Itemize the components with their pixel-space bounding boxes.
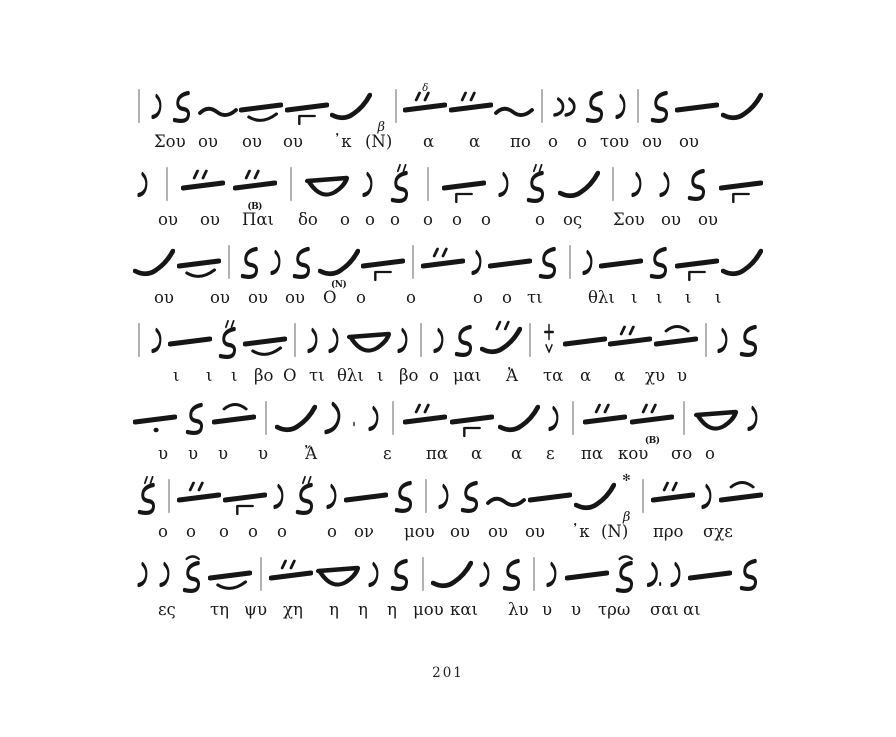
lyric-syllable: σαι xyxy=(650,600,679,619)
neume-apo xyxy=(544,398,564,442)
neume-apo xyxy=(542,554,562,598)
lyric-syllable: ᾿κ xyxy=(333,132,352,151)
lyric-syllable: του xyxy=(600,132,630,151)
lyric-syllable: υ xyxy=(188,444,199,463)
neume-apo2 xyxy=(550,86,580,130)
lyric-syllable: προ xyxy=(653,522,684,541)
lyric-syllable: α xyxy=(580,366,592,385)
neume-apo xyxy=(358,164,378,208)
neume-oligk xyxy=(654,320,698,364)
neume-apo xyxy=(147,320,167,364)
lyric-syllable: ο xyxy=(423,210,433,229)
lyric-syllable: ου xyxy=(210,288,230,307)
neume-mark-beta: β xyxy=(622,510,630,525)
lyric-syllable: υ xyxy=(258,444,269,463)
lyric-syllable: Σου xyxy=(613,210,645,229)
lyric-syllable: α xyxy=(471,444,483,463)
lyric-syllable: Ἄ xyxy=(305,444,318,463)
neume-pet xyxy=(574,476,616,520)
lyric-syllable: ο xyxy=(502,288,512,307)
neume-hookd xyxy=(522,164,550,208)
neume-olig xyxy=(528,476,572,520)
lyric-syllable: ᾿κ xyxy=(571,522,590,541)
neume-oligdB xyxy=(630,398,674,446)
neume-oligp xyxy=(239,86,283,130)
lyric-syllable: ου xyxy=(283,132,303,151)
neume-apo xyxy=(666,554,686,598)
lyric-syllable: θλι xyxy=(588,288,615,307)
lyric-syllable: υ xyxy=(218,444,229,463)
lyric-syllable: ο xyxy=(158,522,168,541)
neume-row xyxy=(133,316,763,364)
neume-cross xyxy=(537,320,561,364)
lyric-syllable: ο xyxy=(327,522,337,541)
neume-apo xyxy=(147,86,167,130)
neume-hook xyxy=(735,320,763,364)
neume-hookd xyxy=(214,320,242,364)
lyric-syllable: ο xyxy=(705,444,715,463)
neume-bar xyxy=(524,320,536,364)
neume-bar xyxy=(285,164,297,208)
neume-row xyxy=(133,82,763,135)
neume-apo xyxy=(429,320,449,364)
neume-wave xyxy=(486,476,526,520)
lyric-syllable: ο xyxy=(577,132,587,151)
lyric-syllable: ο xyxy=(406,288,416,307)
neume-oligg xyxy=(450,398,494,442)
neume-apodot xyxy=(642,554,664,598)
neume-dots xyxy=(348,398,360,442)
neume-apo xyxy=(743,398,763,442)
neume-apo xyxy=(324,320,344,364)
neume-apo xyxy=(578,242,598,286)
neume-bar xyxy=(289,320,301,364)
lyric-syllable: ι xyxy=(685,288,692,307)
neume-hook xyxy=(386,554,414,598)
neume-hookk xyxy=(178,554,206,598)
neume-apo xyxy=(467,242,487,286)
neume-hookd xyxy=(386,164,414,208)
neume-bar xyxy=(163,476,175,520)
lyric-syllable: Ο xyxy=(323,288,337,307)
lyric-row xyxy=(133,208,763,235)
lyric-syllable: α xyxy=(469,132,481,151)
lyric-syllable: ι xyxy=(631,288,638,307)
neume-apo xyxy=(155,554,175,598)
lyric-syllable: ο xyxy=(186,522,196,541)
lyric-syllable: πο xyxy=(510,132,531,151)
lyric-syllable: ου xyxy=(642,132,662,151)
lyric-syllable: ι xyxy=(377,366,384,385)
neume-oligd xyxy=(608,320,652,364)
lyric-syllable: υ xyxy=(571,600,582,619)
neume-mark-delta: δ xyxy=(422,83,429,94)
neume-mark-asterisk: ✻ xyxy=(622,473,631,484)
neume-apo xyxy=(393,320,413,364)
neume-oligd xyxy=(177,476,221,520)
lyric-syllable: ο xyxy=(429,366,439,385)
lyric-syllable: ο xyxy=(219,522,229,541)
lyric-syllable: τη xyxy=(210,600,230,619)
lyric-syllable: ου xyxy=(200,210,220,229)
neume-hook xyxy=(181,398,209,442)
lyric-syllable: ο xyxy=(535,210,545,229)
lyric-syllable: ε xyxy=(546,444,555,463)
lyric-syllable: ου xyxy=(158,210,178,229)
neume-oligu xyxy=(133,398,177,442)
neume-apo xyxy=(611,86,631,130)
lyric-syllable: δο xyxy=(298,210,318,229)
neume-apo xyxy=(627,164,647,208)
neume-hookk xyxy=(611,554,639,598)
lyric-syllable: θλι xyxy=(337,366,364,385)
lyric-syllable: ψυ xyxy=(244,600,267,619)
lyric-syllable: η xyxy=(358,600,368,619)
lyric-syllable: υ xyxy=(677,366,688,385)
lyric-row xyxy=(133,598,763,625)
lyric-syllable: ου xyxy=(450,522,470,541)
lyric-syllable: βο xyxy=(399,366,419,385)
neume-pet xyxy=(721,242,763,286)
lyric-syllable: αι xyxy=(683,600,701,619)
neume-wave xyxy=(494,86,534,130)
neume-olig xyxy=(168,320,212,364)
neume-petd xyxy=(480,320,522,364)
neume-mark-N: (Ν) xyxy=(330,280,347,290)
neume-hook xyxy=(645,242,673,286)
lyric-syllable: ο xyxy=(481,210,491,229)
neume-bar xyxy=(700,320,712,364)
neume-oligd xyxy=(583,398,627,442)
neume-oligp xyxy=(243,320,287,364)
lyric-syllable: τρω xyxy=(598,600,631,619)
lyric-syllable: πα xyxy=(426,444,448,463)
neume-apo xyxy=(494,164,514,208)
chant-line-1 xyxy=(133,82,763,157)
neume-apo xyxy=(133,164,153,208)
neume-pet xyxy=(431,554,473,598)
neume-bar xyxy=(415,320,427,364)
lyric-syllable: ι xyxy=(656,288,663,307)
lyric-syllable: (Ν) xyxy=(365,132,393,151)
lyric-syllable: ο xyxy=(473,288,483,307)
neume-oligg xyxy=(719,164,763,208)
neume-pet xyxy=(330,86,372,130)
lyric-syllable: (Ν) xyxy=(601,522,629,541)
lyric-syllable: τι xyxy=(309,366,325,385)
neume-pet xyxy=(721,86,763,130)
neume-hook xyxy=(646,86,674,130)
neume-bar xyxy=(417,554,429,598)
neume-bar xyxy=(407,242,419,286)
neume-oligp xyxy=(177,242,221,286)
lyric-syllable: ος xyxy=(563,210,583,229)
lyric-syllable: ου xyxy=(198,132,218,151)
neume-swoosh xyxy=(693,398,739,442)
neume-bar xyxy=(528,554,540,598)
neume-apo xyxy=(713,320,733,364)
neume-apo xyxy=(364,554,384,598)
lyric-syllable: ο xyxy=(340,210,350,229)
lyric-syllable: ου xyxy=(525,522,545,541)
neume-apo xyxy=(303,320,323,364)
lyric-syllable: μου xyxy=(413,600,444,619)
neume-row xyxy=(133,472,763,525)
lyric-syllable: ον xyxy=(354,522,374,541)
chant-line-6 xyxy=(133,472,763,547)
neume-mark-B: (Β) xyxy=(644,436,660,446)
neume-olig xyxy=(565,554,609,598)
neume-hookd xyxy=(133,476,161,520)
lyric-syllable: ου xyxy=(488,522,508,541)
neume-apo xyxy=(322,476,342,520)
lyric-syllable: ο xyxy=(390,210,400,229)
neume-oligd xyxy=(403,398,447,442)
neume-hookd xyxy=(291,476,319,520)
neume-petN xyxy=(318,242,360,290)
neume-wave xyxy=(198,86,238,130)
lyric-syllable: ο xyxy=(452,210,462,229)
neume-bar xyxy=(637,476,649,520)
neume-apo xyxy=(269,476,289,520)
neume-apo xyxy=(655,164,675,208)
neume-astbeta xyxy=(618,473,634,525)
chant-line-4 xyxy=(133,316,763,391)
lyric-syllable: ου xyxy=(661,210,681,229)
neume-apoL xyxy=(321,398,345,442)
lyric-syllable: ο xyxy=(248,522,258,541)
neume-pet xyxy=(275,398,317,442)
lyric-syllable: σχε xyxy=(703,522,733,541)
neume-hook xyxy=(456,476,484,520)
neume-bar xyxy=(678,398,690,442)
neume-hook xyxy=(735,554,763,598)
lyric-syllable: ες xyxy=(158,600,176,619)
neume-olig xyxy=(344,476,388,520)
lyric-syllable: ου xyxy=(285,288,305,307)
neume-oligdd xyxy=(403,83,447,130)
neume-oligk xyxy=(719,476,763,520)
neume-bar xyxy=(390,86,402,130)
neume-bar xyxy=(387,398,399,442)
neume-pet xyxy=(498,398,540,442)
neume-olig xyxy=(563,320,607,364)
lyric-syllable: ο xyxy=(356,288,366,307)
lyric-syllable: ο xyxy=(365,210,375,229)
lyric-syllable: η xyxy=(329,600,339,619)
lyric-syllable: α xyxy=(511,444,523,463)
lyric-syllable: Σου xyxy=(154,132,186,151)
neume-oligg xyxy=(361,242,405,286)
neume-olig xyxy=(488,242,532,286)
neume-mark-B: (Β) xyxy=(247,202,262,212)
neume-hook xyxy=(236,242,264,286)
neume-oligp xyxy=(208,554,252,598)
lyric-syllable: ι xyxy=(206,366,213,385)
neume-oligg xyxy=(675,242,719,286)
neume-oligk xyxy=(212,398,256,442)
neume-bar xyxy=(161,164,173,208)
lyric-row xyxy=(133,442,763,469)
neume-oligd xyxy=(181,164,225,208)
neume-row xyxy=(133,160,763,212)
lyric-syllable: ου xyxy=(242,132,262,151)
lyric-syllable: βο xyxy=(254,366,274,385)
neume-oligg xyxy=(285,86,329,130)
neume-oligd xyxy=(421,242,465,286)
lyric-syllable: η xyxy=(387,600,397,619)
neume-bar xyxy=(420,476,432,520)
neume-bar xyxy=(260,398,272,442)
chant-line-7 xyxy=(133,550,763,625)
neume-hook xyxy=(498,554,526,598)
neume-oligd xyxy=(449,86,493,130)
neume-bar xyxy=(133,86,145,130)
neume-apo xyxy=(364,398,384,442)
lyric-syllable: Ο xyxy=(283,366,297,385)
neume-apo xyxy=(475,554,495,598)
neume-bar xyxy=(564,242,576,286)
lyric-syllable: ε xyxy=(383,444,392,463)
lyric-syllable: ι xyxy=(173,366,180,385)
neume-pet xyxy=(558,164,600,208)
neume-hook xyxy=(390,476,418,520)
lyric-syllable: σο xyxy=(671,444,693,463)
neume-bar xyxy=(422,164,434,208)
lyric-syllable: και xyxy=(450,600,478,619)
lyric-syllable: ο xyxy=(548,132,558,151)
neume-olig xyxy=(688,554,732,598)
lyric-syllable: Παι xyxy=(242,210,275,229)
neume-row xyxy=(133,550,763,598)
lyric-syllable: λυ xyxy=(508,600,529,619)
lyric-syllable: τι xyxy=(527,288,543,307)
neume-swoosh xyxy=(346,320,392,364)
lyric-syllable: ου xyxy=(154,288,174,307)
lyric-syllable: Ἀ xyxy=(506,366,518,385)
neume-swoosh xyxy=(315,554,361,598)
neume-oligd xyxy=(269,554,313,598)
neume-hook xyxy=(168,86,196,130)
lyric-syllable: ι xyxy=(231,366,238,385)
lyric-syllable: μαι xyxy=(453,366,482,385)
lyric-syllable: μου xyxy=(404,522,435,541)
neume-bar xyxy=(223,242,235,286)
neume-bar xyxy=(133,320,145,364)
neume-hook xyxy=(534,242,562,286)
chant-score xyxy=(133,0,763,625)
lyric-syllable: α xyxy=(614,366,626,385)
neume-bar xyxy=(536,86,548,130)
lyric-syllable: υ xyxy=(542,600,553,619)
lyric-syllable: ο xyxy=(277,522,287,541)
neume-apo xyxy=(133,554,153,598)
neume-swoosh xyxy=(304,164,350,208)
neume-hook xyxy=(683,164,711,208)
lyric-syllable: α xyxy=(423,132,435,151)
chant-line-5 xyxy=(133,394,763,469)
lyric-syllable: χυ xyxy=(645,366,666,385)
neume-oligdB xyxy=(233,164,277,212)
lyric-syllable: υ xyxy=(158,444,169,463)
lyric-syllable: κου xyxy=(618,444,649,463)
neume-hook xyxy=(581,86,609,130)
neume-beta xyxy=(374,86,388,135)
lyric-syllable: χη xyxy=(283,600,303,619)
chant-line-2 xyxy=(133,160,763,235)
neume-row xyxy=(133,238,763,290)
lyric-syllable: τα xyxy=(543,366,564,385)
neume-bar xyxy=(607,164,619,208)
chant-line-3 xyxy=(133,238,763,313)
neume-hook xyxy=(450,320,478,364)
neume-oligd xyxy=(651,476,695,520)
lyric-syllable: ου xyxy=(679,132,699,151)
neume-bar xyxy=(632,86,644,130)
neume-mark-beta: β xyxy=(377,120,385,135)
lyric-syllable: ι xyxy=(715,288,722,307)
neume-oligg xyxy=(442,164,486,208)
neume-oligg xyxy=(223,476,267,520)
lyric-row xyxy=(133,130,763,157)
neume-olig xyxy=(599,242,643,286)
neume-bar xyxy=(567,398,579,442)
lyric-syllable: πα xyxy=(581,444,603,463)
page-number: 201 xyxy=(432,665,464,681)
lyric-syllable: ου xyxy=(698,210,718,229)
neume-hook xyxy=(288,242,316,286)
neume-apo xyxy=(266,242,286,286)
neume-apo xyxy=(697,476,717,520)
neume-apo xyxy=(434,476,454,520)
lyric-row xyxy=(133,520,763,547)
neume-row xyxy=(133,394,763,446)
neume-olig xyxy=(675,86,719,130)
lyric-syllable: ου xyxy=(248,288,268,307)
lyric-row xyxy=(133,286,763,313)
lyric-row xyxy=(133,364,763,391)
neume-bar xyxy=(255,554,267,598)
neume-pet xyxy=(133,242,175,286)
